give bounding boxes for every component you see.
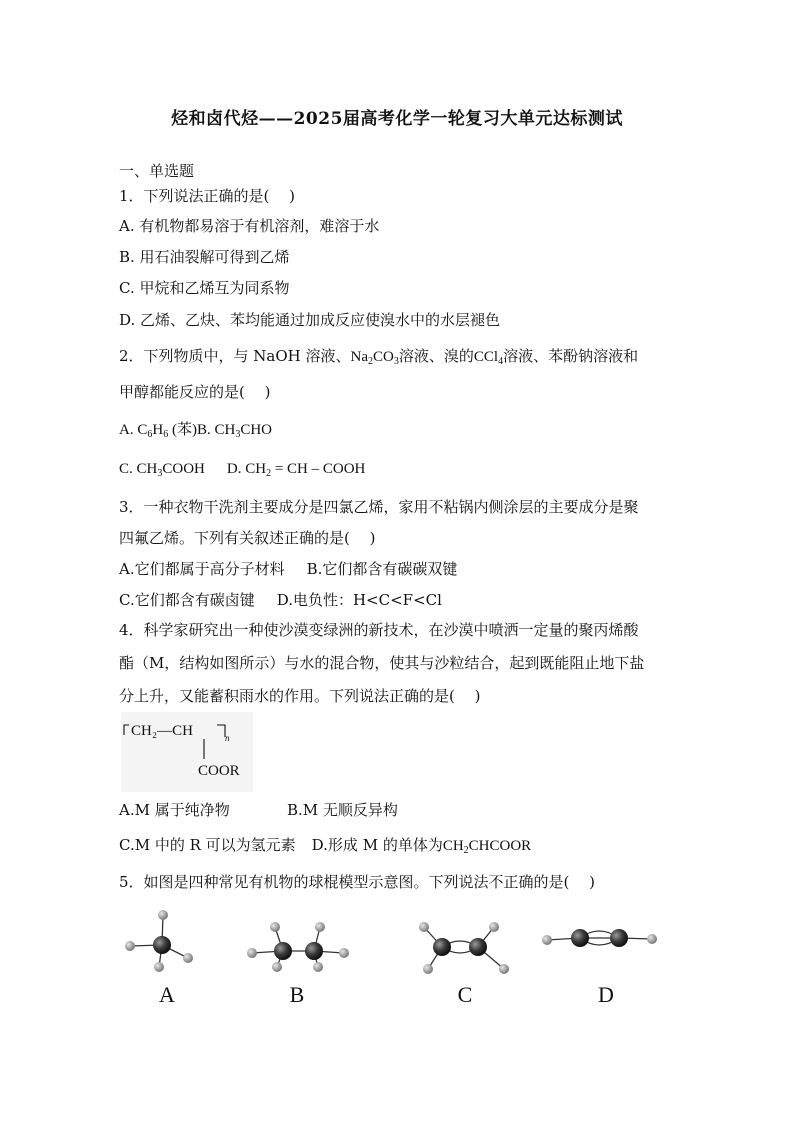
q2-option-d: D. $CH_2$ = CH – COOH [226, 461, 366, 479]
model-b-ethane [247, 922, 349, 972]
q2-stem-line2: 甲醇都能反应的是( ) [119, 383, 271, 401]
q4-option-d: D.形成 M 的单体为$CH_2CHCOOR$ [311, 836, 532, 856]
q4-options-cd [119, 835, 531, 856]
section-heading: 一、单选题 [119, 162, 195, 180]
q4-stem-line3: 分上升，又能蓄积雨水的作用。下列说法正确的是( ) [119, 687, 481, 705]
ester-group: COOR [198, 763, 240, 779]
model-a-methane [125, 910, 193, 972]
model-label-b: B [289, 982, 305, 1007]
polymer-chain: CH₂—CH [131, 723, 193, 739]
q2-stem-line1: 2．下列物质中，与 NaOH 溶液、$Na_2CO_3$溶液、溴的CCl$_4$溶液、苯酚钠溶液和 [119, 347, 639, 367]
q2-option-b: B. $CH_3CHO$ [196, 422, 272, 440]
q1-stem: 1．下列说法正确的是( ) [119, 187, 296, 205]
model-label-d: D [598, 982, 614, 1007]
q4-options-ab [119, 800, 398, 820]
polyacrylate-structure-figure [121, 712, 253, 792]
q3-options-cd [119, 590, 442, 610]
q4-stem-line2: 酯（M，结构如图所示）与水的混合物，使其与沙粒结合，起到既能阻止地下盐 [119, 654, 645, 672]
q1-option-c: C. 甲烷和乙烯互为同系物 [119, 279, 290, 297]
page-title: 烃和卤代烃——2025届高考化学一轮复习大单元达标测试 [171, 109, 623, 129]
q3-stem-line2: 四氟乙烯。下列有关叙述正确的是( ) [119, 529, 376, 547]
ball-stick-models-figure [115, 902, 675, 1014]
q2-options-cd [119, 459, 365, 479]
q3-option-d: D.电负性：H<C<F<Cl [276, 591, 442, 609]
q1-option-a: A. 有机物都易溶于有机溶剂，难溶于水 [119, 217, 380, 235]
q2-options-ab [119, 420, 272, 440]
repeat-subscript: n [225, 733, 230, 743]
q2-option-a: A. $C_6H_6$ (苯) [119, 422, 197, 440]
q3-option-c: C.它们都含有碳卤键 [119, 591, 255, 609]
q3-option-b: B.它们都含有碳碳双键 [306, 560, 458, 578]
model-label-c: C [457, 982, 473, 1007]
model-label-a: A [159, 982, 175, 1007]
q3-options-ab [119, 559, 457, 579]
q1-option-b: B. 用石油裂解可得到乙烯 [119, 248, 290, 266]
q4-option-c: C.M 中的 R 可以为氢元素 [119, 836, 296, 854]
q1-option-d: D. 乙烯、乙炔、苯均能通过加成反应使溴水中的水层褪色 [119, 311, 501, 329]
q4-option-a: A.M 属于纯净物 [119, 801, 230, 819]
q3-option-a: A.它们都属于高分子材料 [119, 560, 285, 578]
q2-option-c: C. $CH_3COOH$ [119, 461, 205, 479]
q4-option-b: B.M 无顺反异构 [287, 801, 398, 819]
q4-stem-line1: 4．科学家研究出一种使沙漠变绿洲的新技术，在沙漠中喷洒一定量的聚丙烯酸 [119, 621, 639, 639]
model-c-ethylene [419, 922, 509, 974]
q5-stem: 5．如图是四种常见有机物的球棍模型示意图。下列说法不正确的是( ) [119, 873, 596, 891]
q3-stem-line1: 3．一种衣物干洗剂主要成分是四氯乙烯，家用不粘锅内侧涂层的主要成分是聚 [119, 498, 639, 516]
model-d-acetylene [542, 929, 657, 947]
